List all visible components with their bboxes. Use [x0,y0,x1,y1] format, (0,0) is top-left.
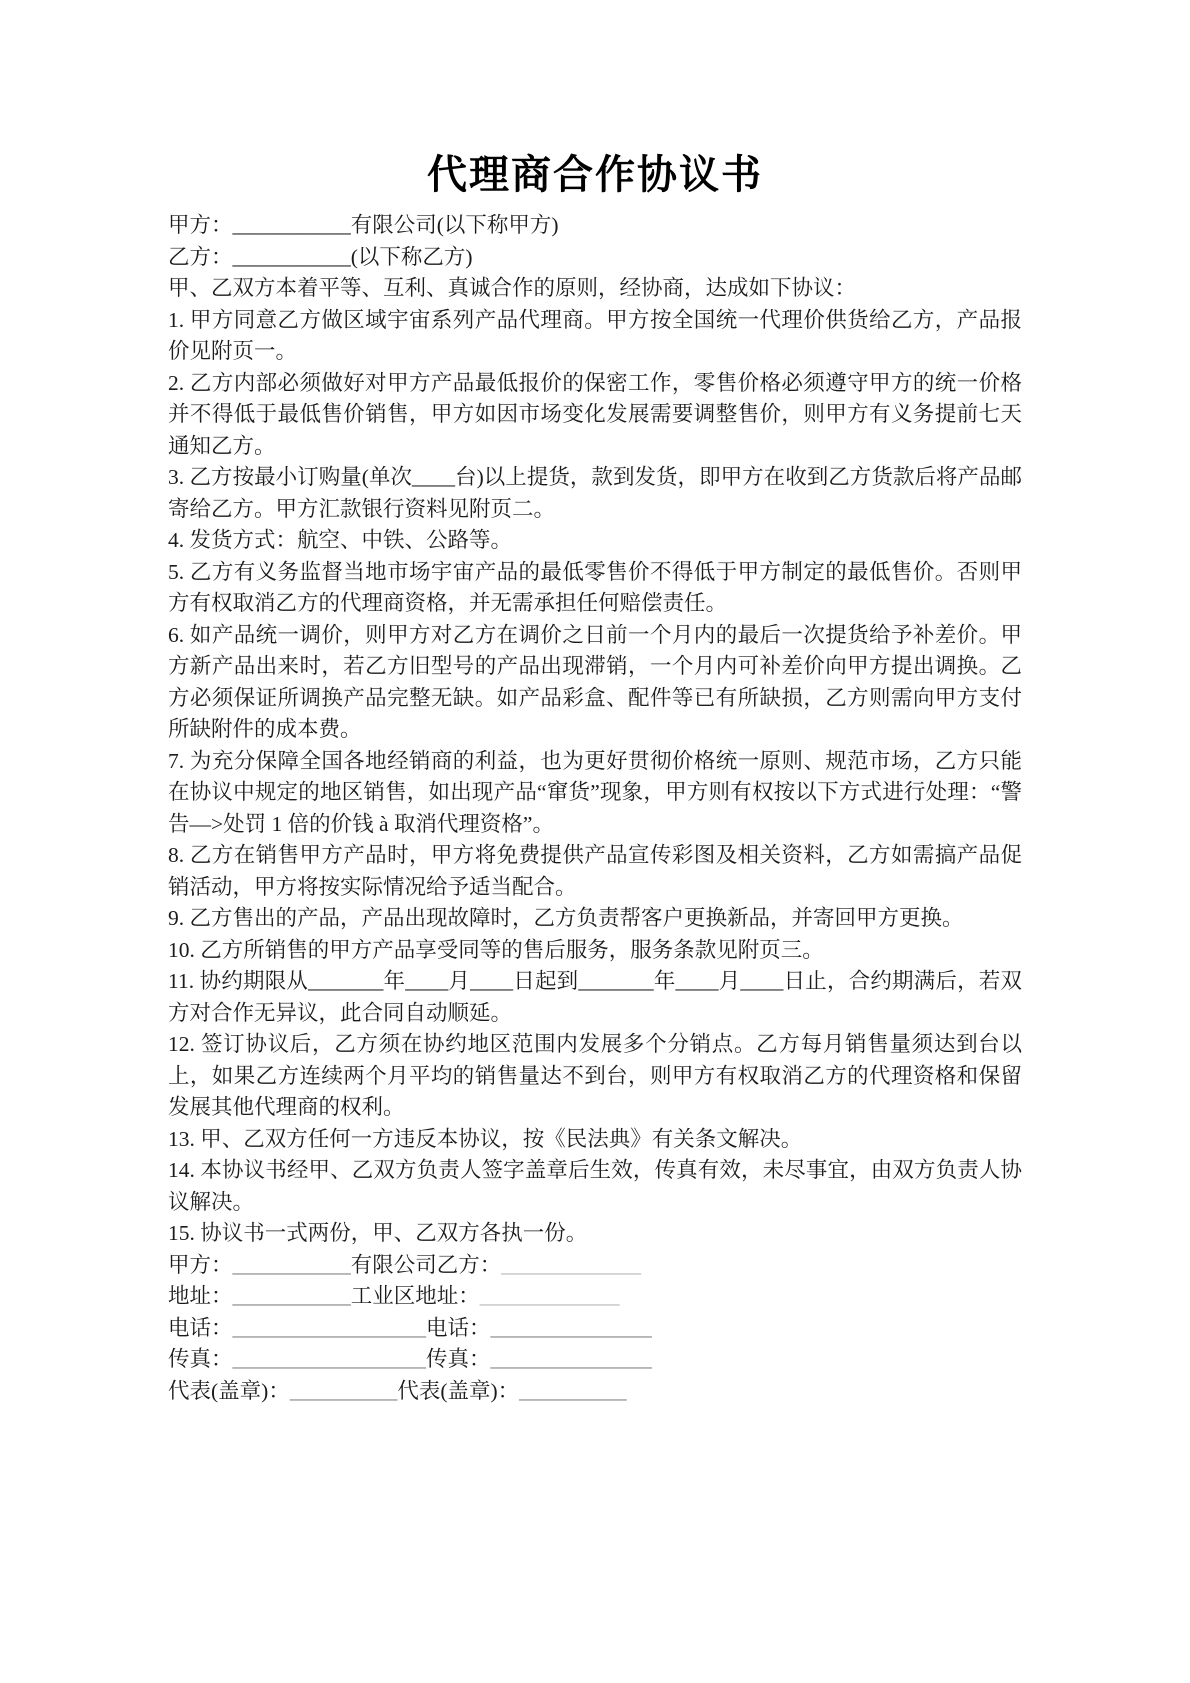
clause-6: 6. 如产品统一调价，则甲方对乙方在调价之日前一个月内的最后一次提货给予补差价。甲方新产品出来时，若乙方旧型号的产品出现滞销，一个月内可补差价向甲方提出调换。乙方必须保证所调换产品完整无缺。如产品彩盒、配件等已有所缺损，乙方则需向甲方支付所缺附件的成本费。 [168,622,1022,741]
clause-2: 2. 乙方内部必须做好对甲方产品最低报价的保密工作，零售价格必须遵守甲方的统一价格并不得低于最低售价销售，甲方如因市场变化发展需要调整售价，则甲方有义务提前七天通知乙方。 [168,370,1022,458]
document-title: 代理商合作协议书 [427,152,763,197]
party-a-label: 甲方： [168,1252,233,1277]
party-b-label: 有限公司乙方： [350,1252,502,1277]
clause-15: 15. 协议书一式两份，甲、乙双方各执一份。 [168,1221,588,1245]
signature-row-company [168,1250,1022,1282]
signature-row-phone [168,1313,1022,1345]
fax-a-blank-line: __________________ [232,1347,427,1371]
clause-12: 12. 签订协议后，乙方须在协约地区范围内发展多个分销点。乙方每月销售量须达到台以上，如果乙方连续两个月平均的销售量达不到台，则甲方有权取消乙方的代理资格和保留发展其他代理商的权利。 [168,1032,1022,1119]
address-b-blank-line: _____________ [479,1284,620,1308]
clause-9: 9. 乙方售出的产品，产品出现故障时，乙方负责帮客户更换新品，并寄回甲方更换。 [168,906,964,930]
rep-a-label: 代表(盖章)： [168,1378,290,1403]
fax-b-label: 传真： [426,1347,491,1371]
clause-3: 3. 乙方按最小订购量(单次____台)以上提货，款到发货，即甲方在收到乙方货款后将产品邮寄给乙方。甲方汇款银行资料见附页二。 [168,465,1022,521]
rep-b-blank-line: __________ [519,1378,627,1403]
preamble-line: 甲、乙双方本着平等、互利、真诚合作的原则，经协商，达成如下协议： [168,276,857,300]
signature-row-address [168,1281,1022,1313]
clause-13: 13. 甲、乙双方任何一方违反本协议，按《民法典》有关条文解决。 [168,1126,803,1151]
clause-8: 8. 乙方在销售甲方产品时，甲方将免费提供产品宣传彩图及相关资料，乙方如需搞产品促销活动，甲方将按实际情况给予适当配合。 [168,843,1022,899]
phone-a-blank-line: __________________ [232,1315,427,1340]
party-b-line: 乙方：___________(以下称乙方) [168,244,473,269]
signature-row-representative [168,1376,1022,1408]
address-b-label: 工业区地址： [350,1284,480,1308]
party-a-blank-line: ___________ [232,1252,351,1277]
phone-b-label: 电话： [426,1315,491,1340]
address-a-blank-line: ___________ [232,1284,351,1308]
clause-1: 1. 甲方同意乙方做区域宇宙系列产品代理商。甲方按全国统一代理价供货给乙方，产品报价见附页一。 [168,307,1022,363]
clause-5: 5. 乙方有义务监督当地市场宇宙产品的最低零售价不得低于甲方制定的最低售价。否则甲方有权取消乙方的代理商资格，并无需承担任何赔偿责任。 [168,559,1022,615]
clause-10: 10. 乙方所销售的甲方产品享受同等的售后服务，服务条款见附页三。 [168,937,824,962]
rep-a-blank-line: __________ [289,1378,398,1403]
phone-b-blank-line: _______________ [490,1315,652,1340]
clause-7: 7. 为充分保障全国各地经销商的利益，也为更好贯彻价格统一原则、规范市场，乙方只能在协议中规定的地区销售，如出现产品“窜货”现象，甲方则有权按以下方式进行处理：“警告—>处罚 1 倍的价钱 à 取消代理资格”。 [168,748,1022,836]
address-a-label: 地址： [168,1284,233,1308]
fax-b-blank-line: _______________ [490,1347,652,1371]
party-a-line: 甲方：___________有限公司(以下称甲方) [168,213,559,237]
signature-row-fax [168,1344,1022,1376]
fax-a-label: 传真： [168,1347,233,1371]
party-b-blank-line: _____________ [501,1252,642,1277]
phone-a-label: 电话： [168,1315,233,1340]
clause-11: 11. 协约期限从_______年____月____日起到_______年____月____日止，合约期满后，若双方对合作无异议，此合同自动顺延。 [168,969,1022,1025]
clause-14: 14. 本协议书经甲、乙双方负责人签字盖章后生效，传真有效，未尽事宜，由双方负责人协议解决。 [168,1158,1022,1214]
clause-4: 4. 发货方式：航空、中铁、公路等。 [168,528,513,552]
rep-b-label: 代表(盖章)： [397,1378,520,1403]
